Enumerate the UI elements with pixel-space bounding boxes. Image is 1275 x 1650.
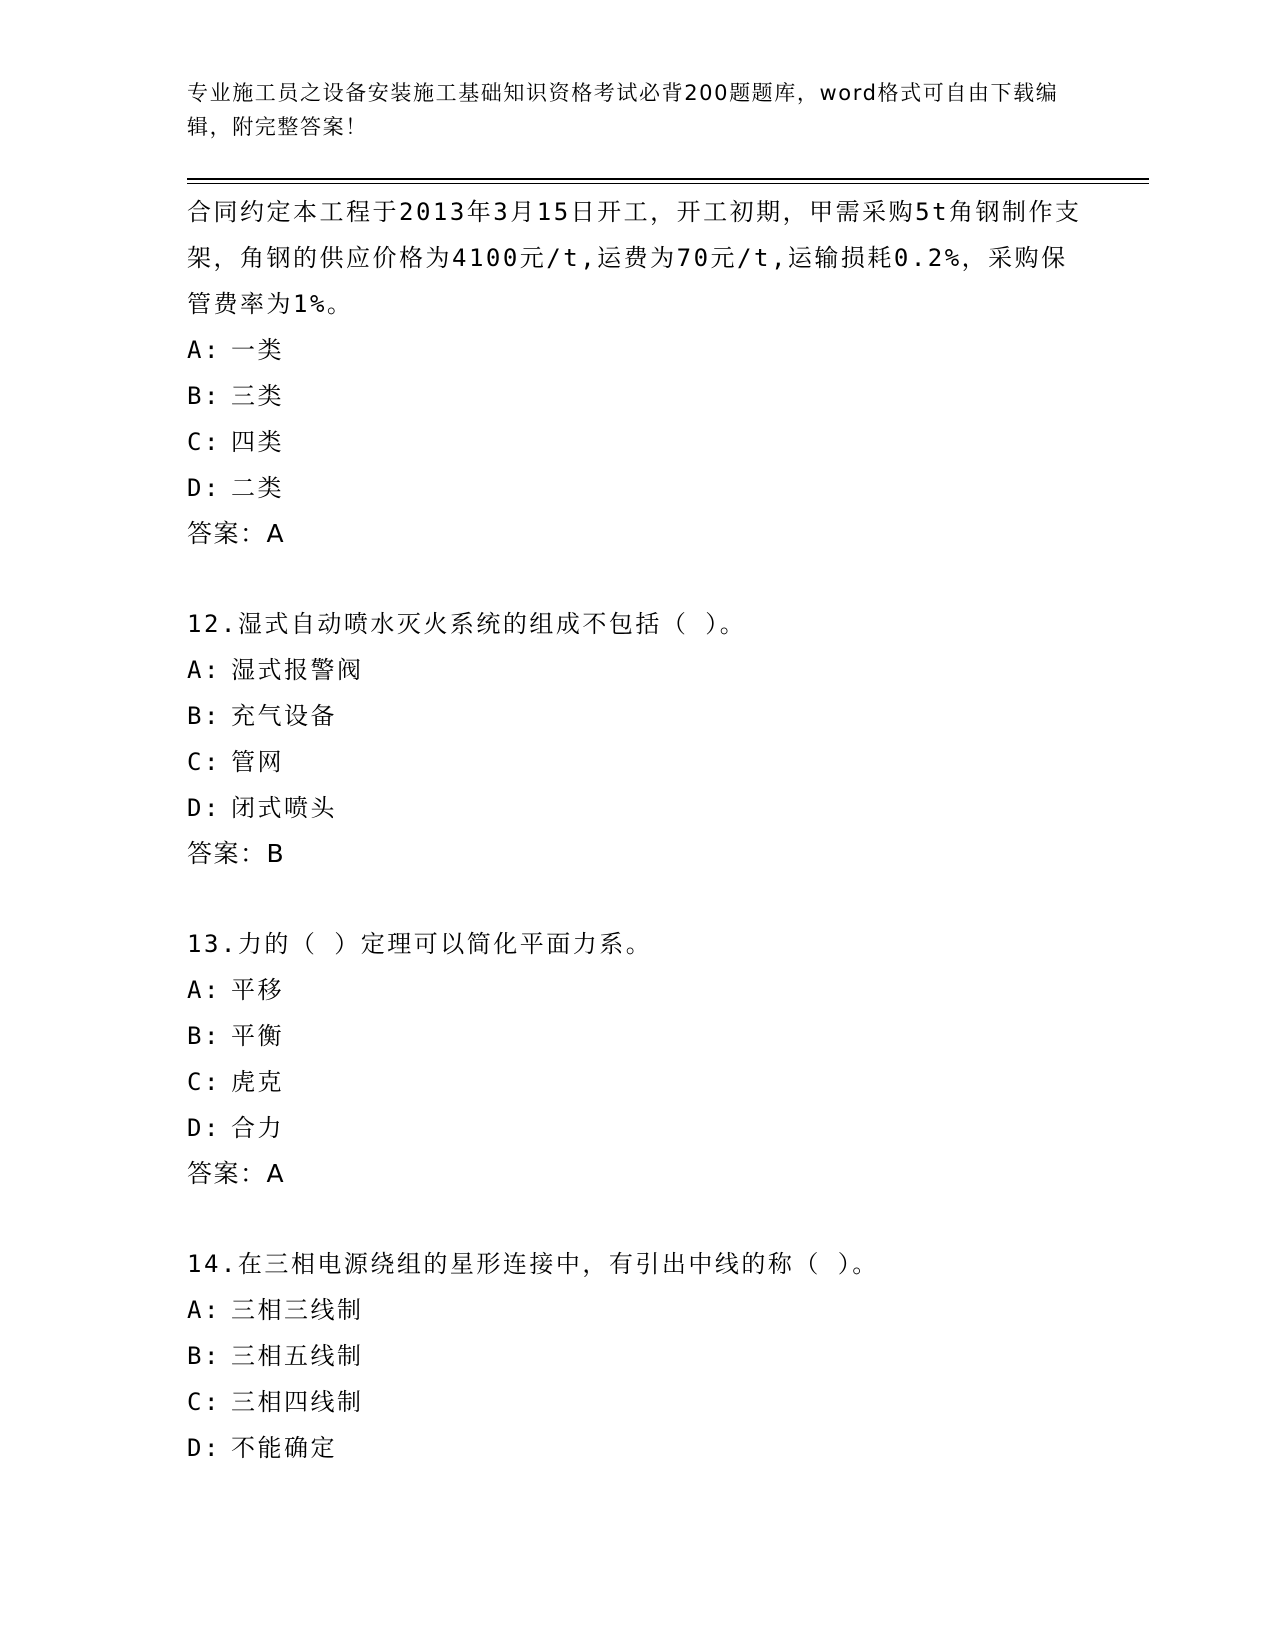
document-title: 专业施工员之设备安装施工基础知识资格考试必背200题题库，word格式可自由下载编辑，附完整答案！ (187, 81, 1059, 139)
question-item (187, 921, 1087, 1197)
question-item (187, 189, 1087, 557)
answer-value: B (266, 839, 286, 868)
option-letter: B: (187, 702, 221, 730)
option-d (187, 1105, 1087, 1151)
option-letter: C: (187, 428, 221, 456)
option-text: 三相五线制 (231, 1342, 364, 1370)
option-d (187, 1425, 1087, 1471)
option-text: 四类 (231, 428, 284, 456)
option-letter: A: (187, 976, 221, 1004)
header-divider (187, 178, 1149, 184)
question-stem: 13.力的（ ）定理可以简化平面力系。 (187, 930, 653, 958)
answer-value: A (266, 519, 286, 548)
option-b (187, 1333, 1087, 1379)
option-text: 一类 (231, 336, 284, 364)
answer-label: 答案： (187, 1159, 267, 1188)
option-a (187, 967, 1087, 1013)
answer-line (187, 511, 1087, 557)
option-letter: C: (187, 1068, 221, 1096)
option-b (187, 1013, 1087, 1059)
option-letter: B: (187, 382, 221, 410)
option-text: 三相四线制 (231, 1388, 364, 1416)
answer-label: 答案： (187, 519, 267, 548)
option-letter: D: (187, 1114, 221, 1142)
option-c (187, 1379, 1087, 1425)
answer-line (187, 1151, 1087, 1197)
option-a (187, 327, 1087, 373)
option-text: 湿式报警阀 (231, 656, 364, 684)
question-item (187, 601, 1087, 877)
option-letter: D: (187, 794, 221, 822)
option-text: 二类 (231, 474, 284, 502)
option-b (187, 693, 1087, 739)
question-stem: 12.湿式自动喷水灭火系统的组成不包括（ ）。 (187, 610, 747, 638)
option-letter: D: (187, 474, 221, 502)
option-d (187, 785, 1087, 831)
option-d (187, 465, 1087, 511)
option-c (187, 419, 1087, 465)
option-a (187, 647, 1087, 693)
question-item (187, 1241, 1087, 1471)
option-text: 平衡 (231, 1022, 284, 1050)
option-text: 合力 (231, 1114, 284, 1142)
option-text: 管网 (231, 748, 284, 776)
option-text: 三相三线制 (231, 1296, 364, 1324)
answer-label: 答案： (187, 839, 267, 868)
option-text: 平移 (231, 976, 284, 1004)
option-text: 三类 (231, 382, 284, 410)
option-letter: B: (187, 1022, 221, 1050)
question-list (187, 189, 1087, 1471)
option-text: 闭式喷头 (231, 794, 337, 822)
option-letter: B: (187, 1342, 221, 1370)
question-stem: 14.在三相电源绕组的星形连接中，有引出中线的称（ ）。 (187, 1250, 879, 1278)
option-c (187, 1059, 1087, 1105)
option-letter: D: (187, 1434, 221, 1462)
answer-value: A (266, 1159, 286, 1188)
question-stem: 合同约定本工程于2013年3月15日开工，开工初期，甲需采购5t角钢制作支架，角钢的供应价格为4100元/t,运费为70元/t,运输损耗0.2%，采购保管费率为1%。 (187, 198, 1082, 318)
option-text: 不能确定 (231, 1434, 337, 1462)
option-a (187, 1287, 1087, 1333)
option-letter: C: (187, 1388, 221, 1416)
option-letter: A: (187, 656, 221, 684)
option-c (187, 739, 1087, 785)
option-letter: A: (187, 336, 221, 364)
option-b (187, 373, 1087, 419)
option-text: 充气设备 (231, 702, 337, 730)
option-letter: C: (187, 748, 221, 776)
option-letter: A: (187, 1296, 221, 1324)
answer-line (187, 831, 1087, 877)
option-text: 虎克 (231, 1068, 284, 1096)
